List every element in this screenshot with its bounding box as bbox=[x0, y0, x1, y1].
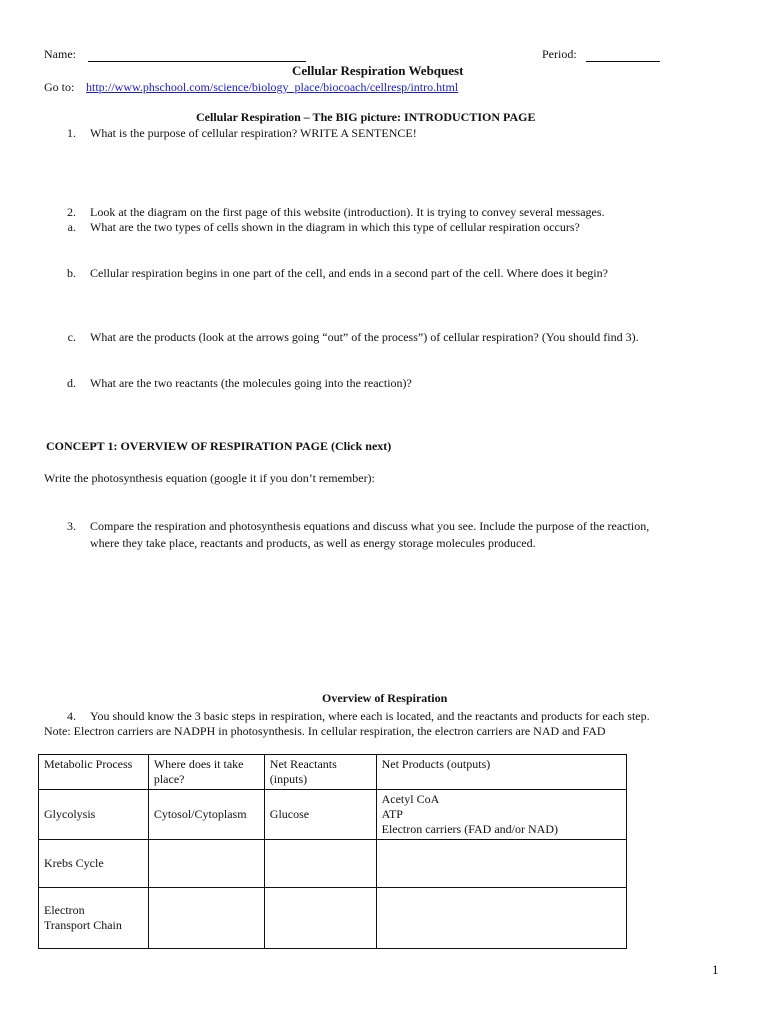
table-row bbox=[39, 840, 627, 888]
qb-letter: b. bbox=[67, 266, 76, 280]
q4-number: 4. bbox=[67, 709, 76, 723]
etc-process-line1: Electron bbox=[44, 903, 85, 917]
question-2c: What are the products (look at the arrows going “out” of the process”) of cellular respiration? (You should find 3). bbox=[90, 330, 639, 344]
etc-reactants-cell[interactable] bbox=[264, 888, 376, 949]
question-4: You should know the 3 basic steps in respiration, where each is located, and the reactants and products for each step. bbox=[90, 709, 650, 723]
question-3-line2: where they take place, reactants and products, as well as energy storage molecules produced. bbox=[90, 536, 536, 550]
product-item: ATP bbox=[381, 807, 403, 821]
glycolysis-products[interactable] bbox=[376, 790, 626, 840]
table-header-row bbox=[39, 755, 627, 790]
product-item: Acetyl CoA bbox=[381, 792, 440, 806]
table-row bbox=[39, 790, 627, 840]
question-2b: Cellular respiration begins in one part of the cell, and ends in a second part of the cell. Where does it begin? bbox=[90, 266, 608, 280]
electron-carrier-note: Note: Electron carriers are NADPH in photosynthesis. In cellular respiration, the electron carriers are NAD and FAD bbox=[44, 724, 606, 738]
krebs-products-cell[interactable] bbox=[376, 840, 626, 888]
concept1-heading: CONCEPT 1: OVERVIEW OF RESPIRATION PAGE (Click next) bbox=[46, 439, 392, 453]
question-3-line1: Compare the respiration and photosynthesis equations and discuss what you see. Include the purpose of the reaction, bbox=[90, 519, 650, 533]
question-2a: What are the two types of cells shown in the diagram in which this type of cellular respiration occurs? bbox=[90, 220, 580, 234]
website-link[interactable]: http://www.phschool.com/science/biology_place/biocoach/cellresp/intro.html bbox=[86, 80, 459, 94]
photosynthesis-prompt: Write the photosynthesis equation (google it if you don’t remember): bbox=[44, 471, 375, 485]
q3-number: 3. bbox=[67, 519, 76, 533]
question-1: What is the purpose of cellular respiration? WRITE A SENTENCE! bbox=[90, 126, 417, 140]
period-label: Period: bbox=[542, 47, 577, 61]
goto-label: Go to: bbox=[44, 80, 75, 94]
qd-letter: d. bbox=[67, 376, 76, 390]
header-location: Where does it take place? bbox=[148, 755, 264, 790]
respiration-steps-table bbox=[38, 754, 627, 949]
page-number: 1 bbox=[712, 962, 719, 977]
period-blank-line[interactable] bbox=[586, 61, 660, 62]
question-2: Look at the diagram on the first page of this website (introduction). It is trying to convey several messages. bbox=[90, 205, 605, 219]
etc-process bbox=[39, 888, 149, 949]
header-metabolic-process: Metabolic Process bbox=[39, 755, 149, 790]
qc-letter: c. bbox=[67, 330, 76, 344]
header-net-products: Net Products (outputs) bbox=[376, 755, 626, 790]
etc-location-cell[interactable] bbox=[148, 888, 264, 949]
krebs-location-cell[interactable] bbox=[148, 840, 264, 888]
table-row bbox=[39, 888, 627, 949]
header-net-reactants: Net Reactants (inputs) bbox=[264, 755, 376, 790]
question-2d: What are the two reactants (the molecules going into the reaction)? bbox=[90, 376, 412, 390]
q1-number: 1. bbox=[67, 126, 76, 140]
glycolysis-process: Glycolysis bbox=[39, 790, 149, 840]
intro-heading: Cellular Respiration – The BIG picture: INTRODUCTION PAGE bbox=[196, 110, 536, 124]
q2-number: 2. bbox=[67, 205, 76, 219]
glycolysis-reactants[interactable]: Glucose bbox=[264, 790, 376, 840]
overview-heading: Overview of Respiration bbox=[322, 691, 448, 705]
document-title: Cellular Respiration Webquest bbox=[292, 63, 464, 78]
qa-letter: a. bbox=[67, 220, 76, 234]
krebs-reactants-cell[interactable] bbox=[264, 840, 376, 888]
etc-process-line2: Transport Chain bbox=[44, 918, 122, 932]
product-item: Electron carriers (FAD and/or NAD) bbox=[381, 822, 558, 836]
name-label: Name: bbox=[44, 47, 76, 61]
name-blank-line[interactable] bbox=[88, 61, 306, 62]
glycolysis-location[interactable]: Cytosol/Cytoplasm bbox=[148, 790, 264, 840]
krebs-process: Krebs Cycle bbox=[39, 840, 149, 888]
etc-products-cell[interactable] bbox=[376, 888, 626, 949]
